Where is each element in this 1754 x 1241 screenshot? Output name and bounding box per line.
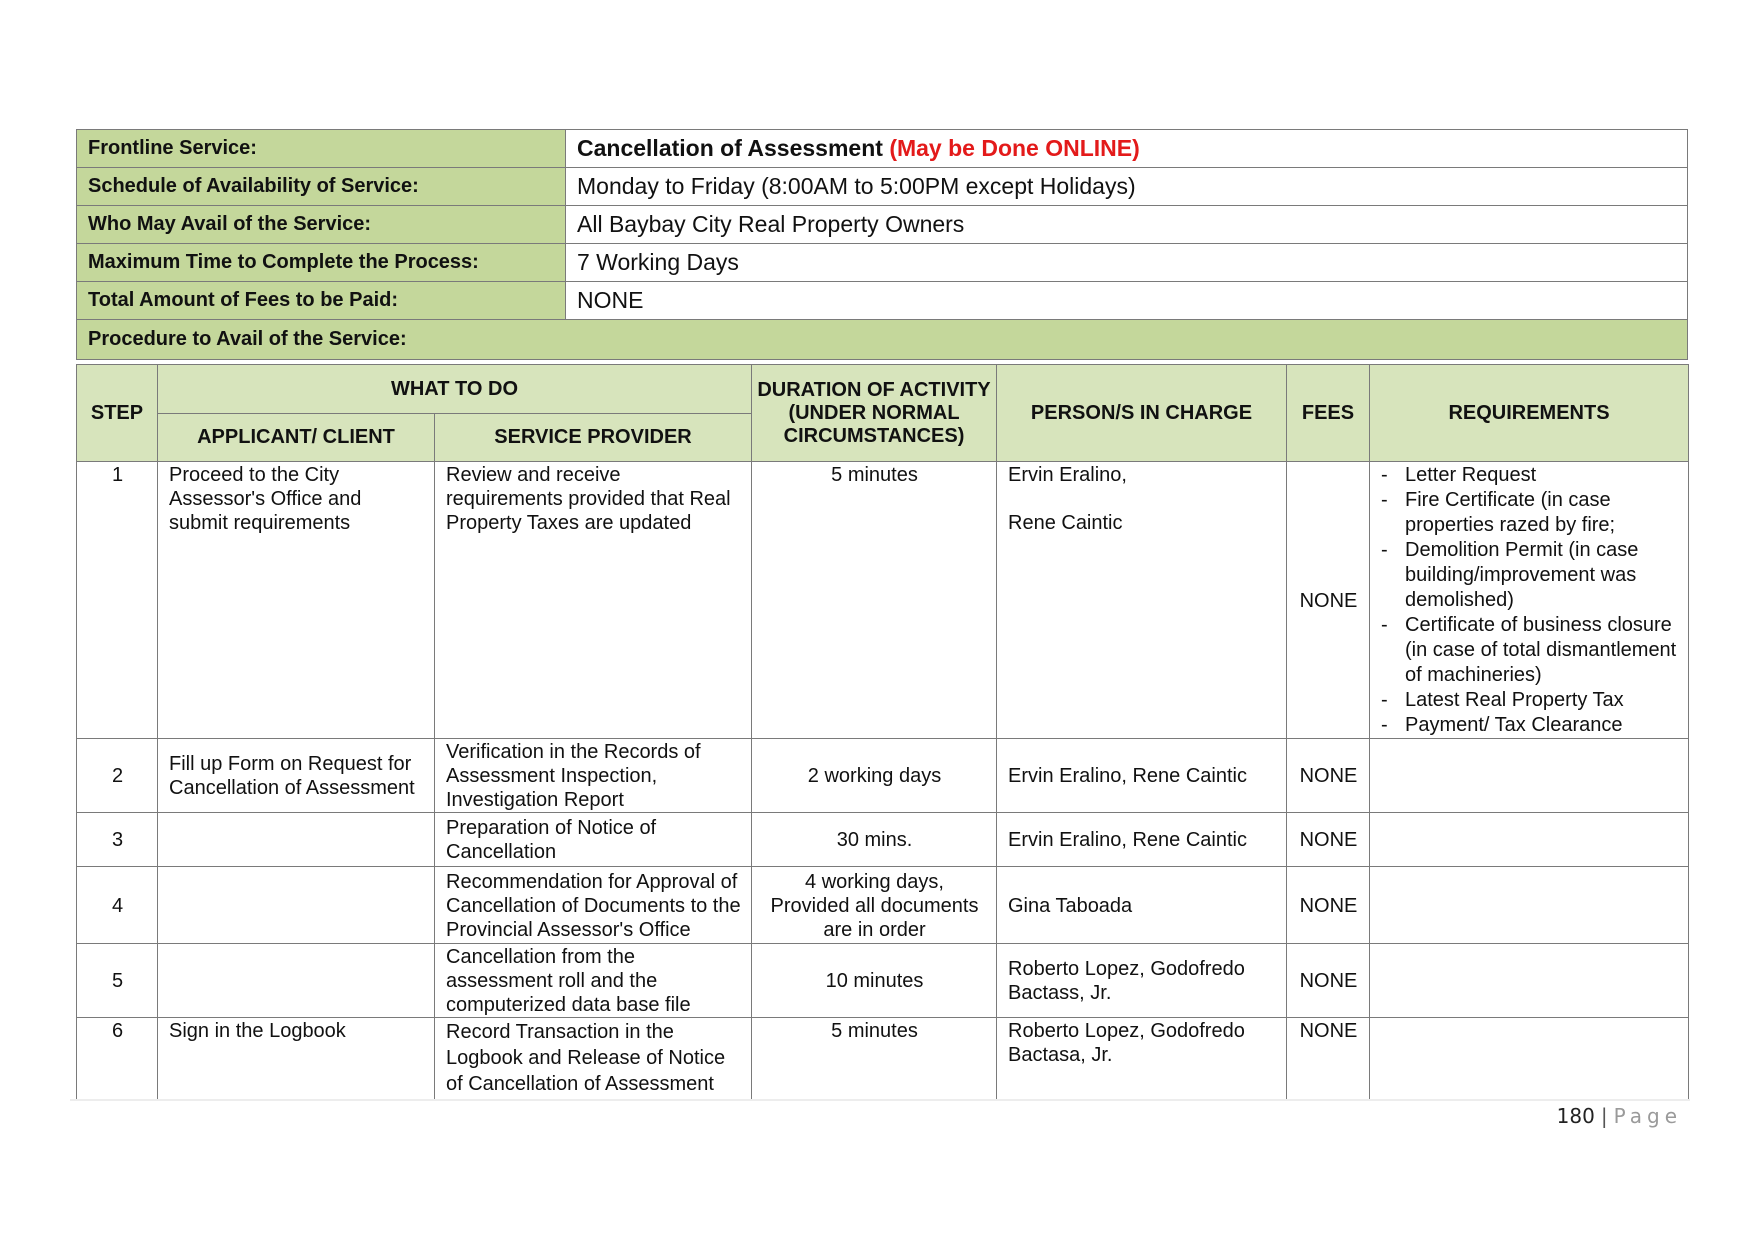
header-fees: FEES	[1287, 365, 1370, 462]
page-footer	[1557, 1104, 1682, 1128]
duration-cell: 5 minutes	[752, 462, 997, 739]
frontline-service-value	[566, 130, 1688, 168]
person-name: Rene Caintic	[1008, 512, 1123, 534]
page-number: 180	[1556, 1104, 1595, 1128]
applicant-cell	[158, 867, 435, 944]
max-time-label: Maximum Time to Complete the Process:	[77, 244, 566, 282]
schedule-row	[77, 168, 1688, 206]
fees-cell: NONE	[1287, 462, 1370, 739]
requirements-cell	[1370, 739, 1689, 813]
header-requirements: REQUIREMENTS	[1370, 365, 1689, 462]
list-item: - Letter Request	[1381, 463, 1678, 488]
who-may-avail-value: All Baybay City Real Property Owners	[566, 206, 1688, 244]
step-cell: 4	[77, 867, 158, 944]
header-service-provider: SERVICE PROVIDER	[435, 414, 752, 462]
fees-cell: NONE	[1287, 867, 1370, 944]
requirements-cell	[1370, 813, 1689, 867]
procedure-row	[77, 320, 1688, 360]
step-cell: 6	[77, 1018, 158, 1101]
footer-divider	[70, 1099, 1690, 1101]
frontline-service-label: Frontline Service:	[77, 130, 566, 168]
duration-cell: 5 minutes	[752, 1018, 997, 1101]
requirements-cell	[1370, 1018, 1689, 1101]
frontline-service-row	[77, 130, 1688, 168]
list-item: - Fire Certificate (in case properties razed by fire;	[1381, 488, 1678, 538]
person-cell: Roberto Lopez, Godofredo Bactasa, Jr.	[997, 1018, 1287, 1101]
schedule-label: Schedule of Availability of Service:	[77, 168, 566, 206]
table-row	[77, 867, 1689, 944]
table-row	[77, 462, 1689, 739]
total-fees-row	[77, 282, 1688, 320]
table-row	[77, 813, 1689, 867]
page-word: Page	[1613, 1104, 1682, 1128]
service-info-table	[76, 129, 1688, 360]
person-name: Ervin Eralino,	[1008, 464, 1127, 486]
header-applicant: APPLICANT/ CLIENT	[158, 414, 435, 462]
person-cell	[997, 462, 1287, 739]
duration-cell: 2 working days	[752, 739, 997, 813]
footer-separator: |	[1600, 1104, 1608, 1128]
requirements-cell	[1370, 462, 1689, 739]
provider-cell: Cancellation from the assessment roll and the computerized data base file	[435, 944, 752, 1018]
header-what-to-do: WHAT TO DO	[158, 365, 752, 414]
step-cell: 2	[77, 739, 158, 813]
provider-cell: Recommendation for Approval of Cancellation of Documents to the Provincial Assessor's Office	[435, 867, 752, 944]
person-cell: Ervin Eralino, Rene Caintic	[997, 813, 1287, 867]
header-step: STEP	[77, 365, 158, 462]
provider-cell: Review and receive requirements provided that Real Property Taxes are updated	[435, 462, 752, 739]
duration-cell: 30 mins.	[752, 813, 997, 867]
table-row	[77, 739, 1689, 813]
provider-cell: Preparation of Notice of Cancellation	[435, 813, 752, 867]
who-may-avail-label: Who May Avail of the Service:	[77, 206, 566, 244]
max-time-value: 7 Working Days	[566, 244, 1688, 282]
step-cell: 3	[77, 813, 158, 867]
procedure-label: Procedure to Avail of the Service:	[77, 320, 1688, 360]
step-cell: 1	[77, 462, 158, 739]
list-item: - Demolition Permit (in case building/improvement was demolished)	[1381, 538, 1678, 613]
requirements-list	[1381, 463, 1678, 738]
requirements-cell	[1370, 867, 1689, 944]
fees-cell: NONE	[1287, 944, 1370, 1018]
requirements-cell	[1370, 944, 1689, 1018]
total-fees-value: NONE	[566, 282, 1688, 320]
provider-cell: Verification in the Records of Assessment Inspection, Investigation Report	[435, 739, 752, 813]
applicant-cell: Sign in the Logbook	[158, 1018, 435, 1101]
list-item: - Certificate of business closure (in case of total dismantlement of machineries)	[1381, 613, 1678, 688]
applicant-cell: Fill up Form on Request for Cancellation of Assessment	[158, 739, 435, 813]
total-fees-label: Total Amount of Fees to be Paid:	[77, 282, 566, 320]
applicant-cell: Proceed to the City Assessor's Office and submit requirements	[158, 462, 435, 739]
duration-cell: 4 working days, Provided all documents are in order	[752, 867, 997, 944]
person-cell: Ervin Eralino, Rene Caintic	[997, 739, 1287, 813]
max-time-row	[77, 244, 1688, 282]
online-note: (May be Done ONLINE)	[889, 135, 1140, 161]
header-person-in-charge: PERSON/S IN CHARGE	[997, 365, 1287, 462]
table-row	[77, 944, 1689, 1018]
fees-cell: NONE	[1287, 1018, 1370, 1101]
who-may-avail-row	[77, 206, 1688, 244]
list-item: - Latest Real Property Tax	[1381, 688, 1678, 713]
fees-cell: NONE	[1287, 739, 1370, 813]
procedure-table	[76, 364, 1689, 1101]
applicant-cell	[158, 944, 435, 1018]
header-duration: DURATION OF ACTIVITY (UNDER NORMAL CIRCUMSTANCES)	[752, 365, 997, 462]
applicant-cell	[158, 813, 435, 867]
duration-cell: 10 minutes	[752, 944, 997, 1018]
person-cell: Gina Taboada	[997, 867, 1287, 944]
schedule-value: Monday to Friday (8:00AM to 5:00PM except Holidays)	[566, 168, 1688, 206]
table-row	[77, 1018, 1689, 1101]
header-row-top	[77, 365, 1689, 414]
step-cell: 5	[77, 944, 158, 1018]
service-title: Cancellation of Assessment	[577, 135, 883, 161]
provider-cell: Record Transaction in the Logbook and Release of Notice of Cancellation of Assessment	[435, 1018, 752, 1101]
fees-cell: NONE	[1287, 813, 1370, 867]
person-cell: Roberto Lopez, Godofredo Bactass, Jr.	[997, 944, 1287, 1018]
list-item: - Payment/ Tax Clearance	[1381, 713, 1678, 738]
